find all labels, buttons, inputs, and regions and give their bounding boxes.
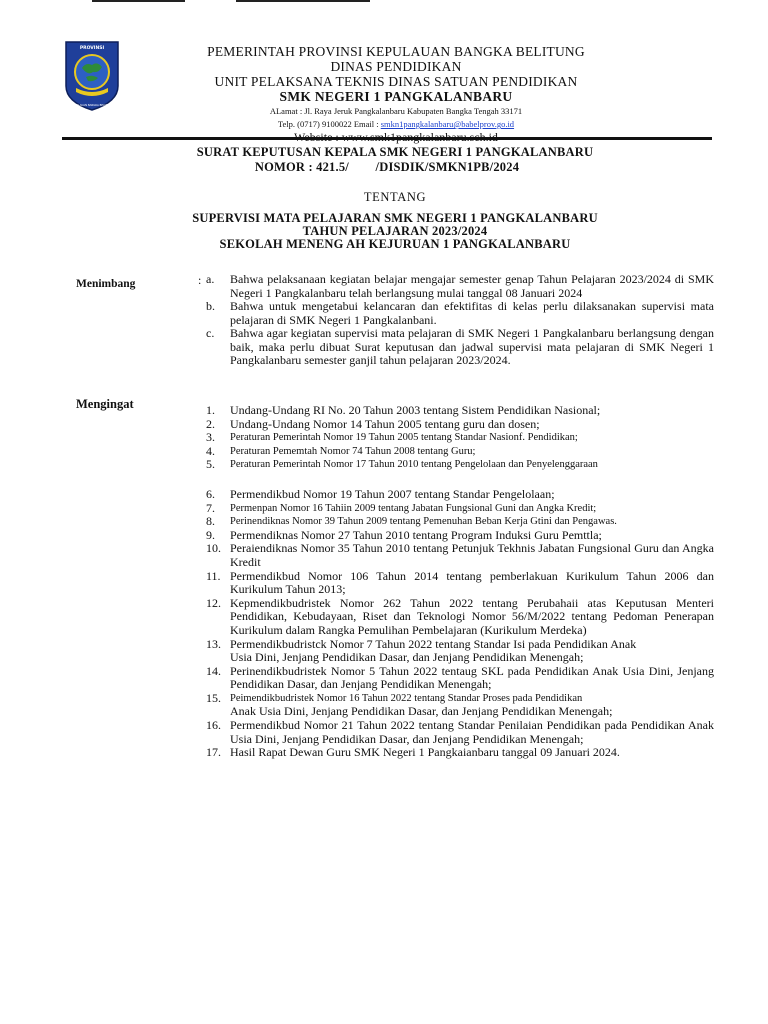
item-number: 1. bbox=[206, 403, 215, 417]
list-item bbox=[206, 529, 714, 543]
item-number: 6. bbox=[206, 486, 215, 501]
item-text: Perinendikbudristek Nomor 5 Tahun 2022 tentaug SKL pada Pendidikan Anak Usia Dini, Jenjang Pendidikan Dasar, dan Jenjang Pendidikan Menengah; bbox=[230, 663, 714, 692]
point-marker: a. bbox=[206, 272, 215, 286]
item-number: 15. bbox=[206, 690, 221, 705]
item-indent bbox=[206, 705, 230, 719]
item-text: Peraiendiknas Nomor 35 Tahun 2010 tentang Petunjuk Tekhnis Jabatan Fungsional Guru dan Angka Kredit bbox=[230, 541, 714, 569]
menimbang-points bbox=[206, 273, 714, 368]
list-item bbox=[206, 488, 714, 502]
item-number: 7. bbox=[206, 500, 215, 515]
item-text: Anak Usia Dini, Jenjang Pendidikan Dasar, dan Jenjang Pendidikan Menengah; bbox=[230, 704, 613, 719]
item-text: Kepmendikbudristek Nomor 262 Tahun 2022 tentang Perubahaii atas Keputusan Menteri Pendidikan, Kebudayaan, Riset dan Teknologi Nomor 56/M/2022 tentang Pedoman Penerapan Kurikulum dalam Rangka Pemulihan Pembelajaran (Kurikulum Merdeka) bbox=[230, 595, 714, 637]
list-item bbox=[206, 273, 714, 300]
item-text: Undang-Undang RI No. 20 Tahun 2003 tentang Sistem Pendidikan Nasional; bbox=[230, 403, 601, 417]
item-text: Perinendiknas Nomor 39 Tahun 2009 tentang Pemenuhan Beban Kerja Gtini dan Pengawas. bbox=[230, 516, 617, 528]
list-item bbox=[206, 665, 714, 692]
list-item bbox=[206, 515, 714, 529]
list-item bbox=[206, 431, 714, 445]
school-name: SMK NEGERI 1 PANGKALANBARU bbox=[279, 89, 513, 105]
list-item bbox=[206, 570, 714, 597]
letterhead-line-1: PEMERINTAH PROVINSI KEPULAUAN BANGKA BELITUNG bbox=[207, 44, 585, 59]
item-number: 5. bbox=[206, 457, 215, 472]
list-item-continuation bbox=[206, 705, 714, 719]
top-edge-line bbox=[92, 0, 185, 2]
list-item bbox=[206, 300, 714, 327]
item-text: Peraturan Pememtah Nomor 74 Tahun 2008 tentang Guru; bbox=[230, 445, 476, 457]
list-item bbox=[206, 542, 714, 569]
decree-number: NOMOR : 421.5/ /DISDIK/SMKN1PB/2024 bbox=[254, 160, 520, 174]
item-text: Peimendikbudristek Nomor 16 Tahun 2022 tentang Standar Proses pada Pendidikan bbox=[230, 692, 583, 704]
item-number: 4. bbox=[206, 443, 215, 458]
point-marker: c. bbox=[206, 326, 215, 340]
list-item bbox=[206, 445, 714, 459]
item-text: Peraturan Pemerintah Nomor 19 Tahun 2005 tentang Standar Nasionf. Pendidikan; bbox=[230, 432, 578, 444]
point-marker: b. bbox=[206, 299, 215, 313]
item-number: 10. bbox=[206, 541, 221, 556]
item-number: 8. bbox=[206, 514, 215, 529]
menimbang-colon: : bbox=[198, 273, 202, 287]
list-item bbox=[206, 638, 714, 665]
mengingat-list bbox=[206, 404, 714, 760]
point-text: Bahwa agar kegiatan supervisi mata pelajaran di SMK Negeri 1 Pangkalanbaru berlangsung dengan baik, maka perlu dibuat Surat keputusan dan jadwal supervisi mata pelajaran di SMK Negeri 1 Pangkalanbaru semester ganjil tahun pelajaran 2023/2024. bbox=[230, 326, 714, 367]
list-item bbox=[206, 692, 714, 706]
logo-text: PROVINSI bbox=[79, 46, 105, 51]
menimbang-label: Menimbang bbox=[76, 278, 136, 290]
decree-title: SURAT KEPUTUSAN KEPALA SMK NEGERI 1 PANGKALANBARU bbox=[196, 145, 594, 159]
letterhead-line-3: UNIT PELAKSANA TEKNIS DINAS SATUAN PENDIDIKAN bbox=[214, 74, 578, 90]
school-contact bbox=[140, 119, 652, 130]
item-text: Permendikbud Nomor 21 Tahun 2022 tentang Standar Penilaian Pendidikan pada Pendidikan Anak Usia Dini, Jenjang Pendidikan Dasar, dan Jenjang Pendidikan Menengah; bbox=[230, 718, 714, 746]
item-text: Permendikbud Nomor 19 Tahun 2007 tentang Standar Pengelolaan; bbox=[230, 486, 555, 501]
email-link[interactable]: smkn1pangkalanbaru@babelprov.go.id bbox=[380, 119, 515, 130]
list-item bbox=[206, 404, 714, 418]
item-number: 3. bbox=[206, 430, 215, 445]
point-text: Bahwa untuk mengetabui kelancaran dan efektifitas di kelas perlu dilaksanakan supervisi mata pelajaran di SMK Negeri 1 Pangkalanbani. bbox=[230, 299, 714, 327]
phone-text: Telp. (0717) 9100022 Email : bbox=[277, 119, 381, 130]
item-number: 12. bbox=[206, 595, 221, 610]
list-item bbox=[206, 746, 714, 760]
item-number: 17. bbox=[206, 745, 221, 760]
top-edge-line bbox=[236, 0, 370, 2]
letterhead-divider bbox=[62, 137, 712, 140]
letterhead bbox=[140, 44, 652, 144]
item-number: 13. bbox=[206, 636, 221, 651]
list-item bbox=[206, 418, 714, 432]
subject-line-1: SUPERVISI MATA PELAJARAN SMK NEGERI 1 PANGKALANBARU bbox=[192, 211, 598, 225]
list-item bbox=[206, 719, 714, 746]
school-address: ALamat : Jl. Raya Jeruk Pangkalanbaru Kabupaten Bangka Tengah 33171 bbox=[269, 106, 523, 117]
item-text: Permendikbud Nomor 106 Tahun 2014 tentang pemberlakuan Kurikulum Tahun 2006 dan Kurikulum Tahun 2013; bbox=[230, 568, 714, 597]
item-text: Permendikbudristck Nomor 7 Tahun 2022 tentang Standar Isi pada Pendidikan Anak Usia Dini, Jenjang Pendidikan Dasar, dan Jenjang Pendidikan Menengah; bbox=[230, 636, 637, 665]
item-number: 14. bbox=[206, 663, 221, 678]
item-text: Permenpan Nomor 16 Tahiin 2009 tentang Jabatan Fungsional Guni dan Angka Kredit; bbox=[230, 502, 597, 514]
subject-line-3: SEKOLAH MENENG AH KEJURUAN 1 PANGKALANBARU bbox=[219, 237, 571, 251]
tentang-heading: TENTANG bbox=[363, 190, 427, 204]
item-text: Hasil Rapat Dewan Guru SMK Negeri 1 Pangkaianbaru tanggal 09 Januari 2024. bbox=[230, 745, 620, 760]
subject-line-2: TAHUN PELAJARAN 2023/2024 bbox=[302, 224, 488, 238]
logo-text-2: KEPULAUAN BANGKA BELITUNG bbox=[71, 104, 113, 107]
list-item bbox=[206, 327, 714, 368]
item-number: 11. bbox=[206, 568, 221, 583]
item-number: 9. bbox=[206, 527, 215, 542]
item-text: Peraturan Pemerintah Nomor 17 Tahun 2010 tentang Pengelolaan dan Penyelenggaraan bbox=[230, 459, 598, 471]
item-number: 16. bbox=[206, 718, 221, 733]
mengingat-label: Mengingat bbox=[76, 397, 134, 411]
list-item bbox=[206, 458, 714, 472]
list-item bbox=[206, 597, 714, 638]
item-text: Permendiknas Nomor 27 Tahun 2010 tentang Program Induksi Guru Pemttla; bbox=[230, 527, 602, 542]
province-crest-logo bbox=[64, 40, 120, 112]
list-item bbox=[206, 502, 714, 516]
point-text: Bahwa pelaksanaan kegiatan belajar mengajar semester genap Tahun Pelajaran 2023/2024 di SMK Negeri 1 Pangkalanbaru telah berlangsung mulai tanggal 08 Januari 2024 bbox=[230, 272, 714, 300]
item-text: Undang-Undang Nomor 14 Tahun 2005 tentang guru dan dosen; bbox=[230, 416, 540, 431]
item-number: 2. bbox=[206, 416, 215, 431]
letterhead-line-2: DINAS PENDIDIKAN bbox=[330, 59, 462, 75]
school-website: Website : www.smk1pangkalanbaru.sch.id bbox=[294, 129, 498, 144]
